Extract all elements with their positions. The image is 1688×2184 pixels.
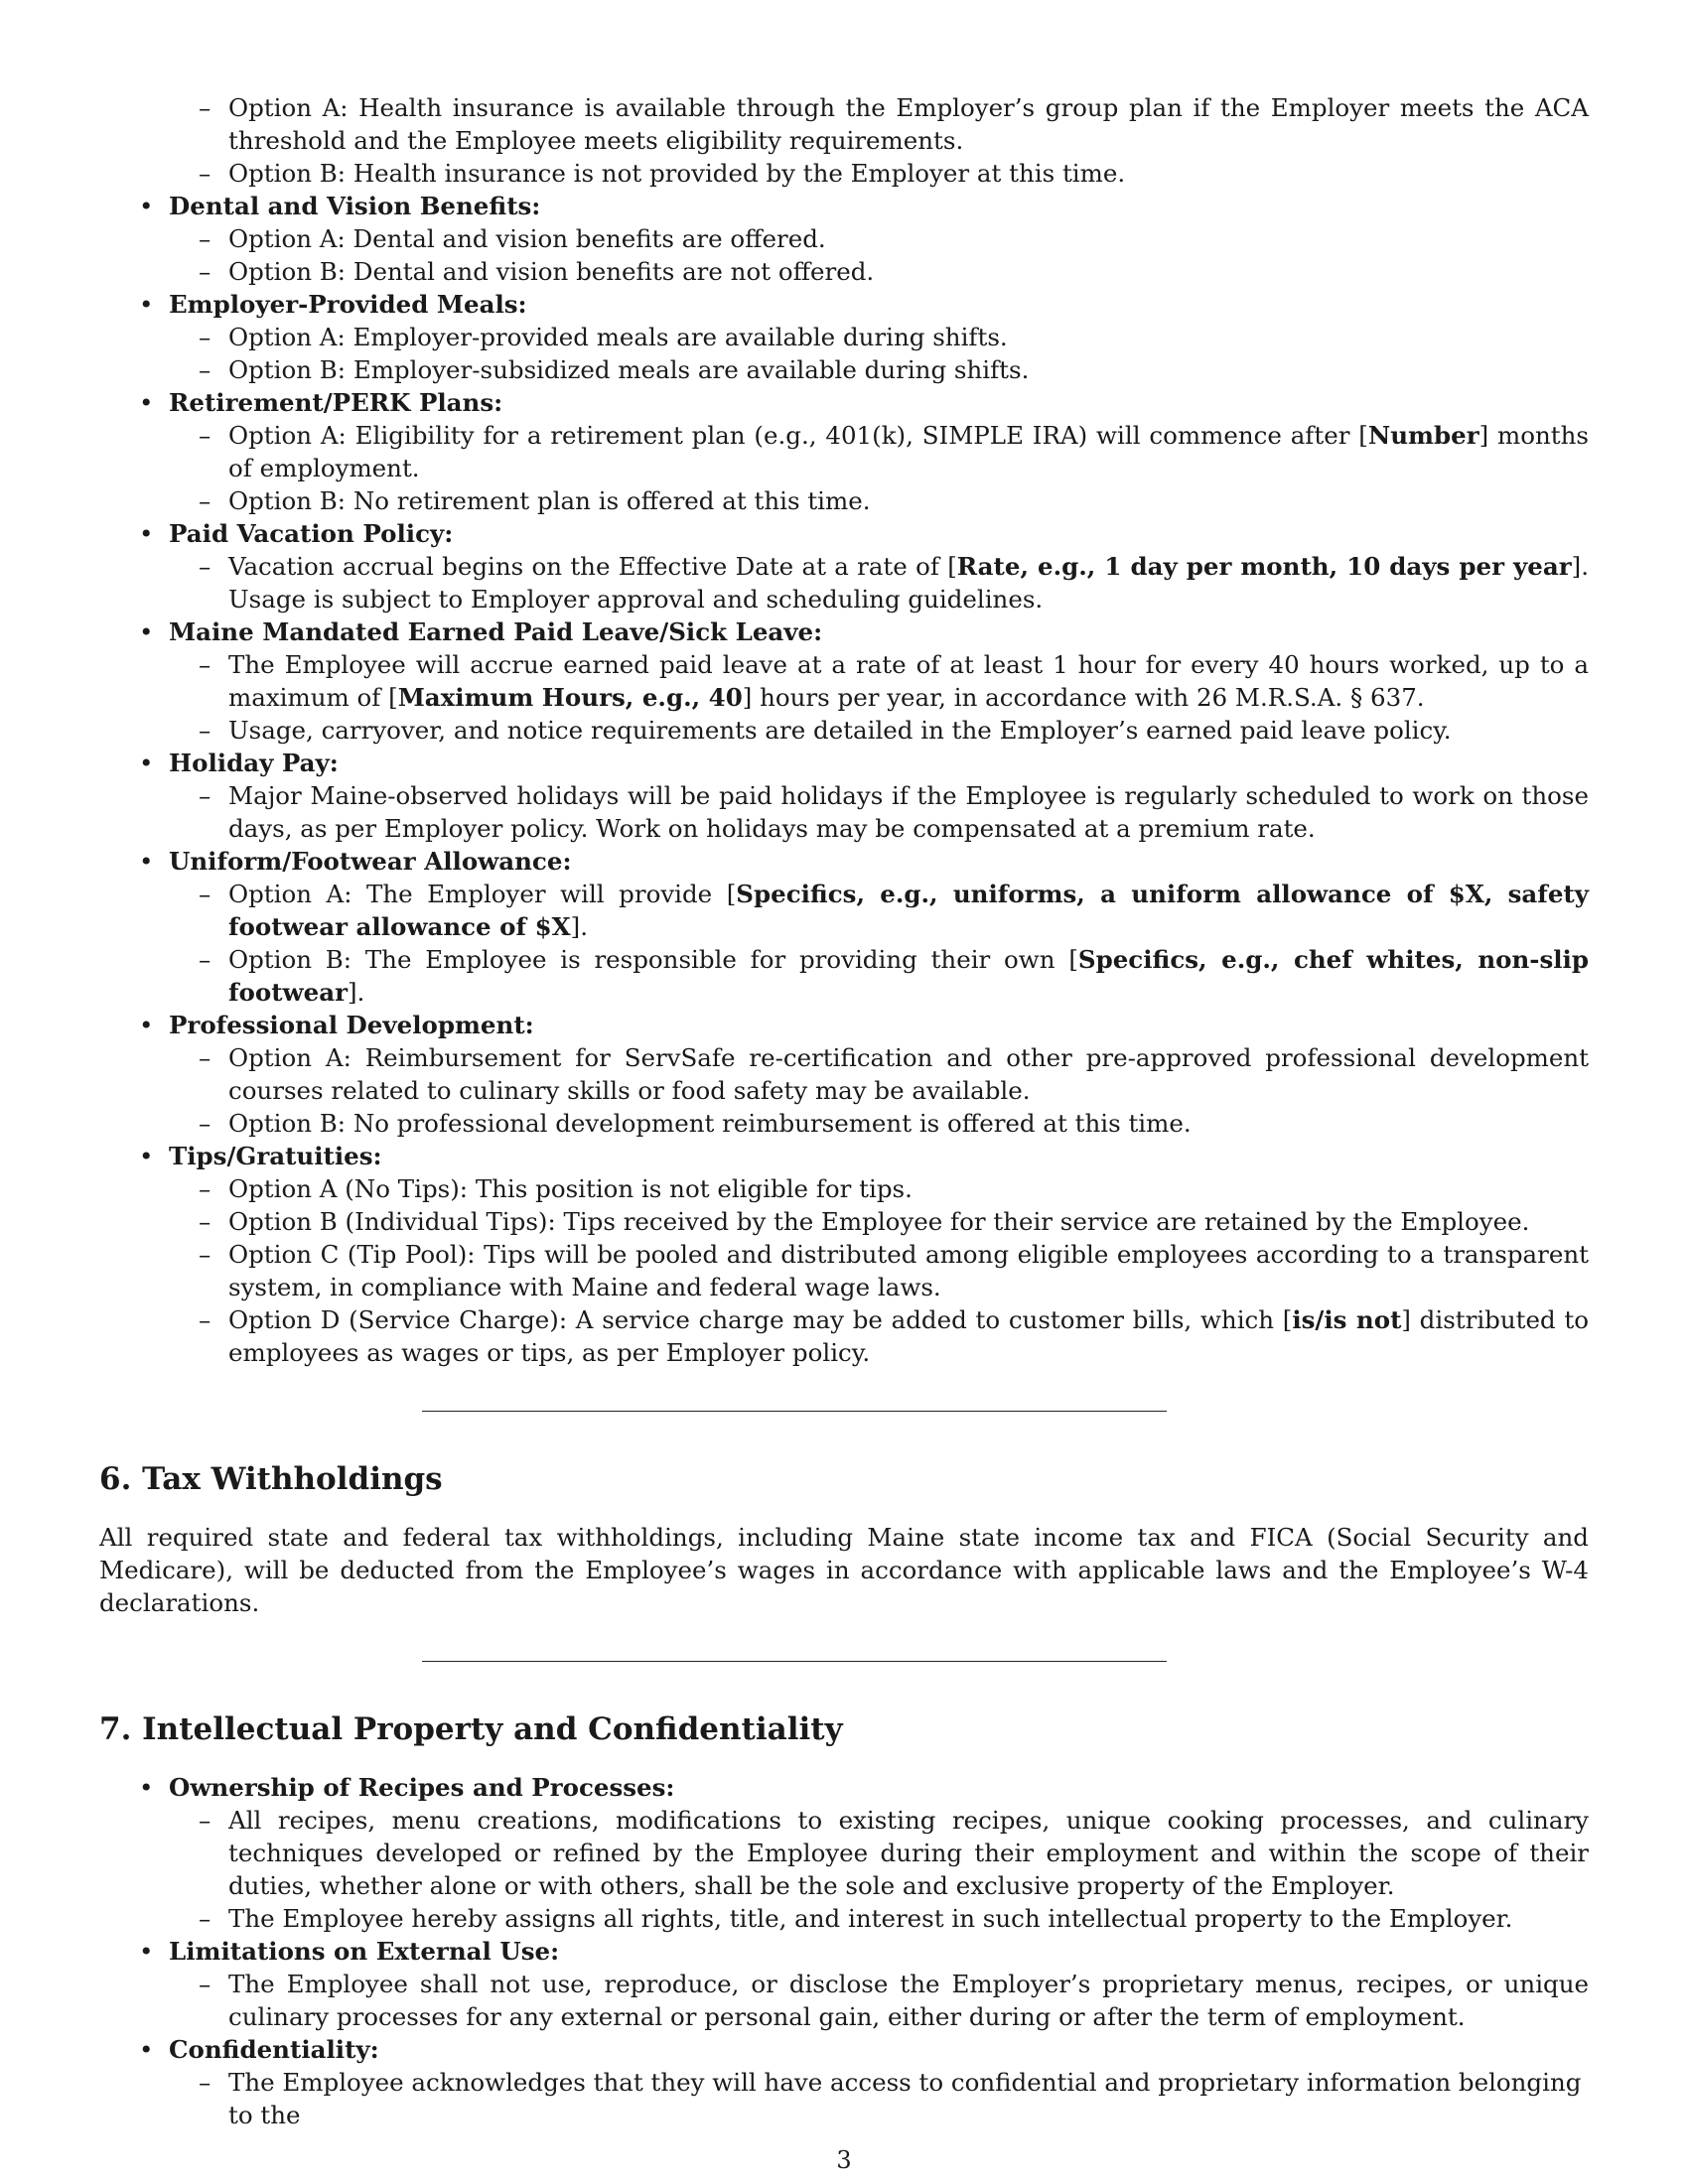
- benefit-heading: Dental and Vision Benefits:: [169, 192, 541, 220]
- benefit-sick-leave: [169, 615, 1589, 747]
- section-6-body: All required state and federal tax withholdings, including Maine state income tax and FICA (Social Security and Medicare), will be deducted from the Employee’s wages in accordance with applicable laws and the Employee’s W-4 declarations.: [99, 1523, 1589, 1617]
- option-item: – Option A: Eligibility for a retirement plan (e.g., 401(k), SIMPLE IRA) will commence after [Number] months of employment.: [228, 419, 1589, 484]
- ip-heading: Confidentiality:: [169, 2035, 379, 2064]
- benefit-uniform: [169, 845, 1589, 1009]
- option-item: – The Employee will accrue earned paid leave at a rate of at least 1 hour for every 40 hours worked, up to a maximum of [Maximum Hours, e.g., 40] hours per year, in accordance with 26 M.R.S.A. § 637.: [228, 648, 1589, 714]
- benefit-meals: [169, 288, 1589, 386]
- benefit-tips: [169, 1140, 1589, 1369]
- benefit-vacation: [169, 517, 1589, 615]
- section-divider: [422, 1411, 1167, 1412]
- benefit-holiday-pay: [169, 747, 1589, 845]
- ip-confidentiality: [169, 2033, 1589, 2131]
- placeholder-field: Rate, e.g., 1 day per month, 10 days per year: [956, 552, 1572, 581]
- option-item: – Major Maine-observed holidays will be paid holidays if the Employee is regularly scheduled to work on those days, as per Employer policy. Work on holidays may be compensated at a premium rate.: [228, 779, 1589, 845]
- option-item: – Option A: Employer-provided meals are available during shifts.: [228, 321, 1589, 353]
- option-item: – Option B (Individual Tips): Tips received by the Employee for their service are retained by the Employee.: [228, 1205, 1589, 1238]
- option-item: – Option D (Service Charge): A service charge may be added to customer bills, which [is/is not] distributed to employees as wages or tips, as per Employer policy.: [228, 1303, 1589, 1369]
- placeholder-field: Number: [1367, 421, 1479, 450]
- option-item: – Option B: Employer-subsidized meals are available during shifts.: [228, 353, 1589, 386]
- benefit-heading: Retirement/PERK Plans:: [169, 388, 503, 417]
- option-item: – Option B: Dental and vision benefits are not offered.: [228, 255, 1589, 288]
- ip-item: – The Employee hereby assigns all rights, title, and interest in such intellectual property to the Employer.: [228, 1902, 1589, 1935]
- option-item: – Option C (Tip Pool): Tips will be pooled and distributed among eligible employees according to a transparent system, in compliance with Maine and federal wage laws.: [228, 1238, 1589, 1303]
- option-item: – Option A: Health insurance is available through the Employer’s group plan if the Employer meets the ACA threshold and the Employee meets eligibility requirements.: [228, 91, 1589, 157]
- option-item: – Option A: Reimbursement for ServSafe re-certification and other pre-approved professional development courses related to culinary skills or food safety may be available.: [228, 1041, 1589, 1107]
- ip-item: – The Employee shall not use, reproduce, or disclose the Employer’s proprietary menus, recipes, or unique culinary processes for any external or personal gain, either during or after the term of employment.: [228, 1968, 1589, 2033]
- ip-ownership: [169, 1771, 1589, 1935]
- benefit-heading: Holiday Pay:: [169, 749, 339, 777]
- benefit-retirement: [169, 386, 1589, 517]
- option-item: – Option B: Health insurance is not provided by the Employer at this time.: [228, 157, 1589, 190]
- option-item: – Option B: The Employee is responsible for providing their own [Specifics, e.g., chef whites, non-slip footwear].: [228, 943, 1589, 1009]
- benefit-heading: Paid Vacation Policy:: [169, 519, 454, 548]
- ip-item: – All recipes, menu creations, modifications to existing recipes, unique cooking processes, and culinary techniques developed or refined by the Employee during their employment and within the scope of their duties, whether alone or with others, shall be the sole and exclusive property of the Employer.: [228, 1804, 1589, 1902]
- benefit-professional-development: [169, 1009, 1589, 1140]
- option-item: – Option A: Dental and vision benefits are offered.: [228, 222, 1589, 255]
- benefit-dental-vision: [169, 190, 1589, 288]
- benefit-heading: Tips/Gratuities:: [169, 1142, 382, 1170]
- health-insurance-continuation: [169, 91, 1589, 190]
- ip-item: – The Employee acknowledges that they will have access to confidential and proprietary information belonging to the: [228, 2066, 1589, 2131]
- benefit-heading: Professional Development:: [169, 1011, 534, 1039]
- placeholder-field: is/is not: [1292, 1305, 1402, 1334]
- placeholder-field: Maximum Hours, e.g., 40: [397, 683, 743, 712]
- benefit-heading: Maine Mandated Earned Paid Leave/Sick Leave:: [169, 617, 823, 646]
- section-6-title: 6. Tax Withholdings: [99, 1461, 443, 1497]
- option-item: – Vacation accrual begins on the Effective Date at a rate of [Rate, e.g., 1 day per month, 10 days per year]. Usage is subject to Employer approval and scheduling guidelines.: [228, 550, 1589, 615]
- placeholder-field: Specifics, e.g., uniforms, a uniform allowance of $X, safety footwear allowance of $X: [228, 880, 1589, 941]
- benefits-list: [99, 190, 1589, 1369]
- benefit-heading: Employer-Provided Meals:: [169, 290, 527, 319]
- document-page: [99, 91, 1589, 2131]
- ip-heading: Ownership of Recipes and Processes:: [169, 1773, 675, 1802]
- placeholder-field: Specifics, e.g., chef whites, non-slip footwear: [228, 945, 1589, 1007]
- option-item: – Option B: No retirement plan is offered at this time.: [228, 484, 1589, 517]
- ip-heading: Limitations on External Use:: [169, 1937, 560, 1966]
- option-item: – Usage, carryover, and notice requirements are detailed in the Employer’s earned paid leave policy.: [228, 714, 1589, 747]
- benefits-list-top: [99, 91, 1589, 190]
- ip-limitations: [169, 1935, 1589, 2033]
- section-divider: [422, 1661, 1167, 1662]
- option-item: – Option A: The Employer will provide [Specifics, e.g., uniforms, a uniform allowance of $X, safety footwear allowance of $X].: [228, 878, 1589, 943]
- ip-list: [99, 1771, 1589, 2131]
- option-item: – Option B: No professional development reimbursement is offered at this time.: [228, 1107, 1589, 1140]
- section-7-title: 7. Intellectual Property and Confidentiality: [99, 1711, 843, 1747]
- benefit-heading: Uniform/Footwear Allowance:: [169, 847, 572, 876]
- option-item: – Option A (No Tips): This position is not eligible for tips.: [228, 1172, 1589, 1205]
- page-number: 3: [836, 2146, 852, 2174]
